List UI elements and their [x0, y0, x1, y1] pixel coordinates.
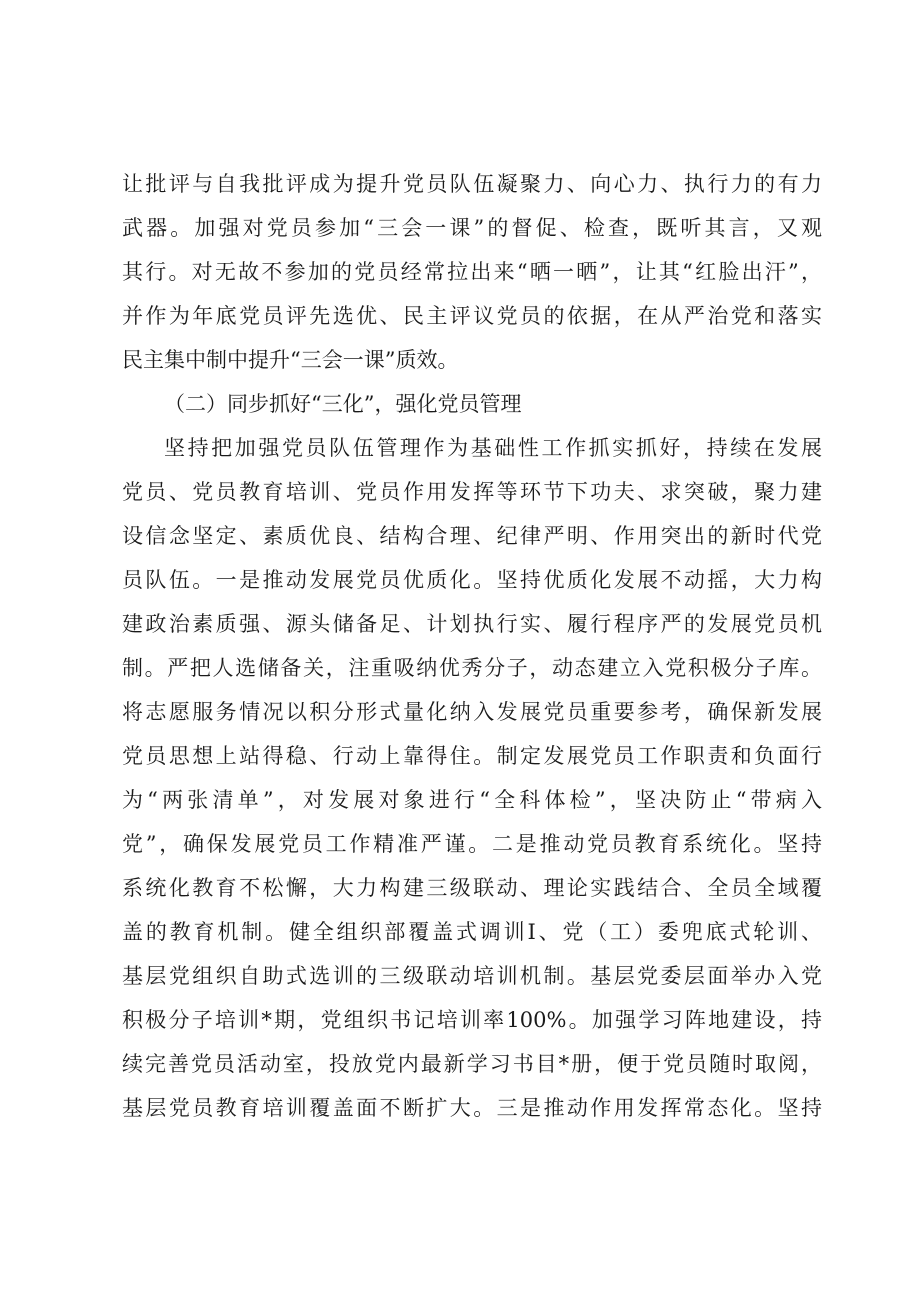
- text-line: 盖的教育机制。健全组织部覆盖式调训I、党（工）委兜底式轮训、: [122, 920, 822, 944]
- text-line: 为“两张清单”，对发展对象进行“全科体检”，坚决防止“带病入: [122, 788, 822, 812]
- text-line: 让批评与自我批评成为提升党员队伍凝聚力、向心力、执行力的有力: [122, 172, 822, 196]
- text-line: 并作为年底党员评先选优、民主评议党员的依据，在从严治党和落实: [122, 304, 822, 328]
- text-line: 基层党员教育培训覆盖面不断扩大。三是推动作用发挥常态化。坚持: [122, 1096, 822, 1120]
- paragraph-first-line: 坚持把加强党员队伍管理作为基础性工作抓实抓好，持续在发展: [164, 436, 822, 460]
- text-line: 民主集中制中提升“三会一课”质效。: [122, 348, 459, 372]
- text-line: 制。严把人选储备关，注重吸纳优秀分子，动态建立入党积极分子库。: [122, 656, 822, 680]
- text-line: 设信念坚定、素质优良、结构合理、纪律严明、作用突出的新时代党: [122, 524, 822, 548]
- text-line: 建政治素质强、源头储备足、计划执行实、履行程序严的发展党员机: [122, 612, 822, 636]
- text-line: 党”，确保发展党员工作精准严谨。二是推动党员教育系统化。坚持: [122, 832, 822, 856]
- text-line: 武器。加强对党员参加“三会一课”的督促、检查，既听其言，又观: [122, 216, 822, 240]
- text-line: 基层党组织自助式选训的三级联动培训机制。基层党委层面举办入党: [122, 964, 822, 988]
- text-line: 党员思想上站得稳、行动上靠得住。制定发展党员工作职责和负面行: [122, 744, 822, 768]
- text-line: 积极分子培训*期，党组织书记培训率100%。加强学习阵地建设，持: [122, 1008, 822, 1032]
- text-line: 员队伍。一是推动发展党员优质化。坚持优质化发展不动摇，大力构: [122, 568, 822, 592]
- text-line: 其行。对无故不参加的党员经常拉出来“晒一晒”，让其“红脸出汗”，: [122, 260, 822, 284]
- text-line: 系统化教育不松懈，大力构建三级联动、理论实践结合、全员全域覆: [122, 876, 822, 900]
- text-line: 党员、党员教育培训、党员作用发挥等环节下功夫、求突破，聚力建: [122, 480, 822, 504]
- text-line: 续完善党员活动室，投放党内最新学习书目*册，便于党员随时取阅，: [122, 1052, 822, 1076]
- text-line: 将志愿服务情况以积分形式量化纳入发展党员重要参考，确保新发展: [122, 700, 822, 724]
- section-heading: （二）同步抓好“三化”，强化党员管理: [164, 392, 522, 416]
